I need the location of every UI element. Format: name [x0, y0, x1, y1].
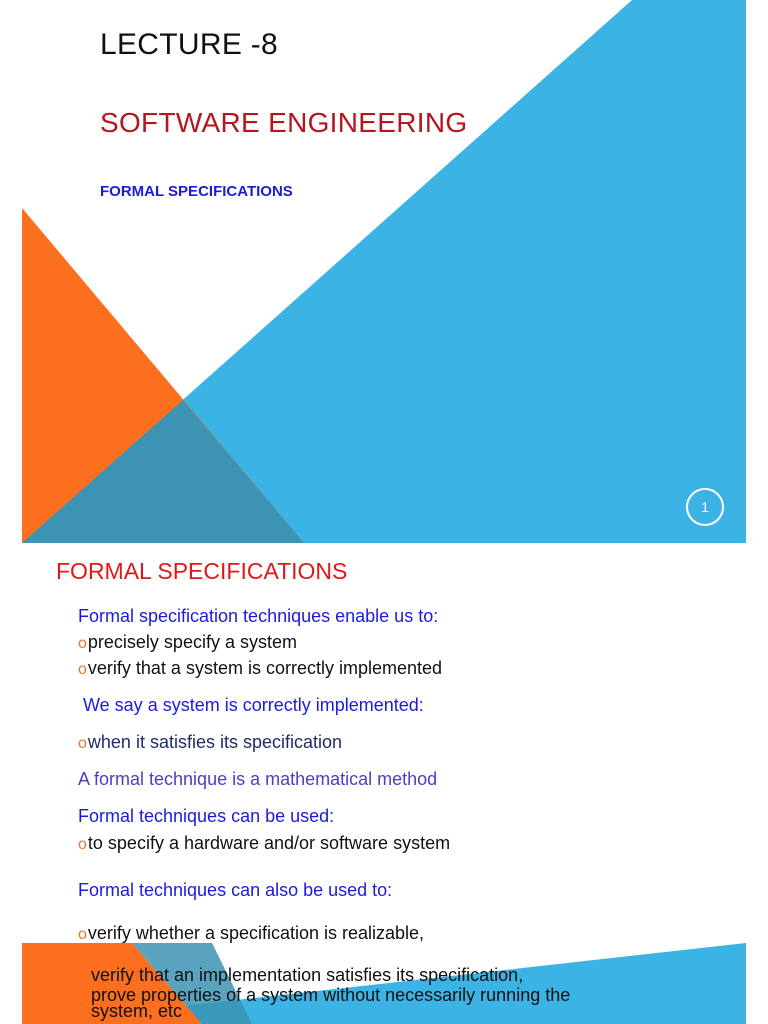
bullet-text: to specify a hardware and/or software system — [87, 833, 451, 853]
slide-background-shapes — [22, 0, 746, 543]
bullet-text: verify whether a specification is realizable, — [87, 923, 425, 943]
page-number-badge — [686, 488, 724, 526]
text-line: system, etc — [91, 1001, 183, 1021]
bullet-text: verify that a system is correctly implemented — [87, 658, 443, 678]
page-number: 1 — [701, 499, 709, 515]
topic-subtitle: FORMAL SPECIFICATIONS — [100, 183, 293, 200]
text-line: Formal techniques can be used: — [78, 806, 335, 826]
text-line: Formal specification techniques enable us to: — [78, 606, 439, 626]
bullet-marker: o — [78, 735, 87, 752]
text-line: Formal techniques can also be used to: — [78, 880, 393, 900]
bullet-item — [78, 632, 297, 653]
bullet-marker: o — [78, 661, 87, 678]
bullet-item — [78, 732, 342, 753]
text-line: verify that an implementation satisfies its specification, — [91, 965, 524, 985]
bullet-marker: o — [78, 635, 87, 652]
content-slide — [22, 543, 746, 943]
bullet-item — [78, 833, 450, 854]
continuation-slide — [22, 943, 746, 1024]
text-line: A formal technique is a mathematical method — [78, 769, 438, 789]
bullet-marker: o — [78, 926, 87, 943]
bullet-item — [78, 923, 424, 943]
slide-heading: FORMAL SPECIFICATIONS — [56, 558, 348, 584]
course-title: SOFTWARE ENGINEERING — [100, 107, 468, 138]
bullet-text: precisely specify a system — [87, 632, 297, 652]
text-line: prove properties of a system without necessarily running the — [91, 985, 571, 1005]
bullet-text: when it satisfies its specification — [87, 732, 343, 752]
title-slide — [22, 0, 746, 543]
text-line: We say a system is correctly implemented: — [83, 695, 424, 715]
lecture-title: LECTURE -8 — [100, 28, 279, 61]
bullet-marker: o — [78, 836, 87, 853]
bullet-item — [78, 658, 442, 679]
